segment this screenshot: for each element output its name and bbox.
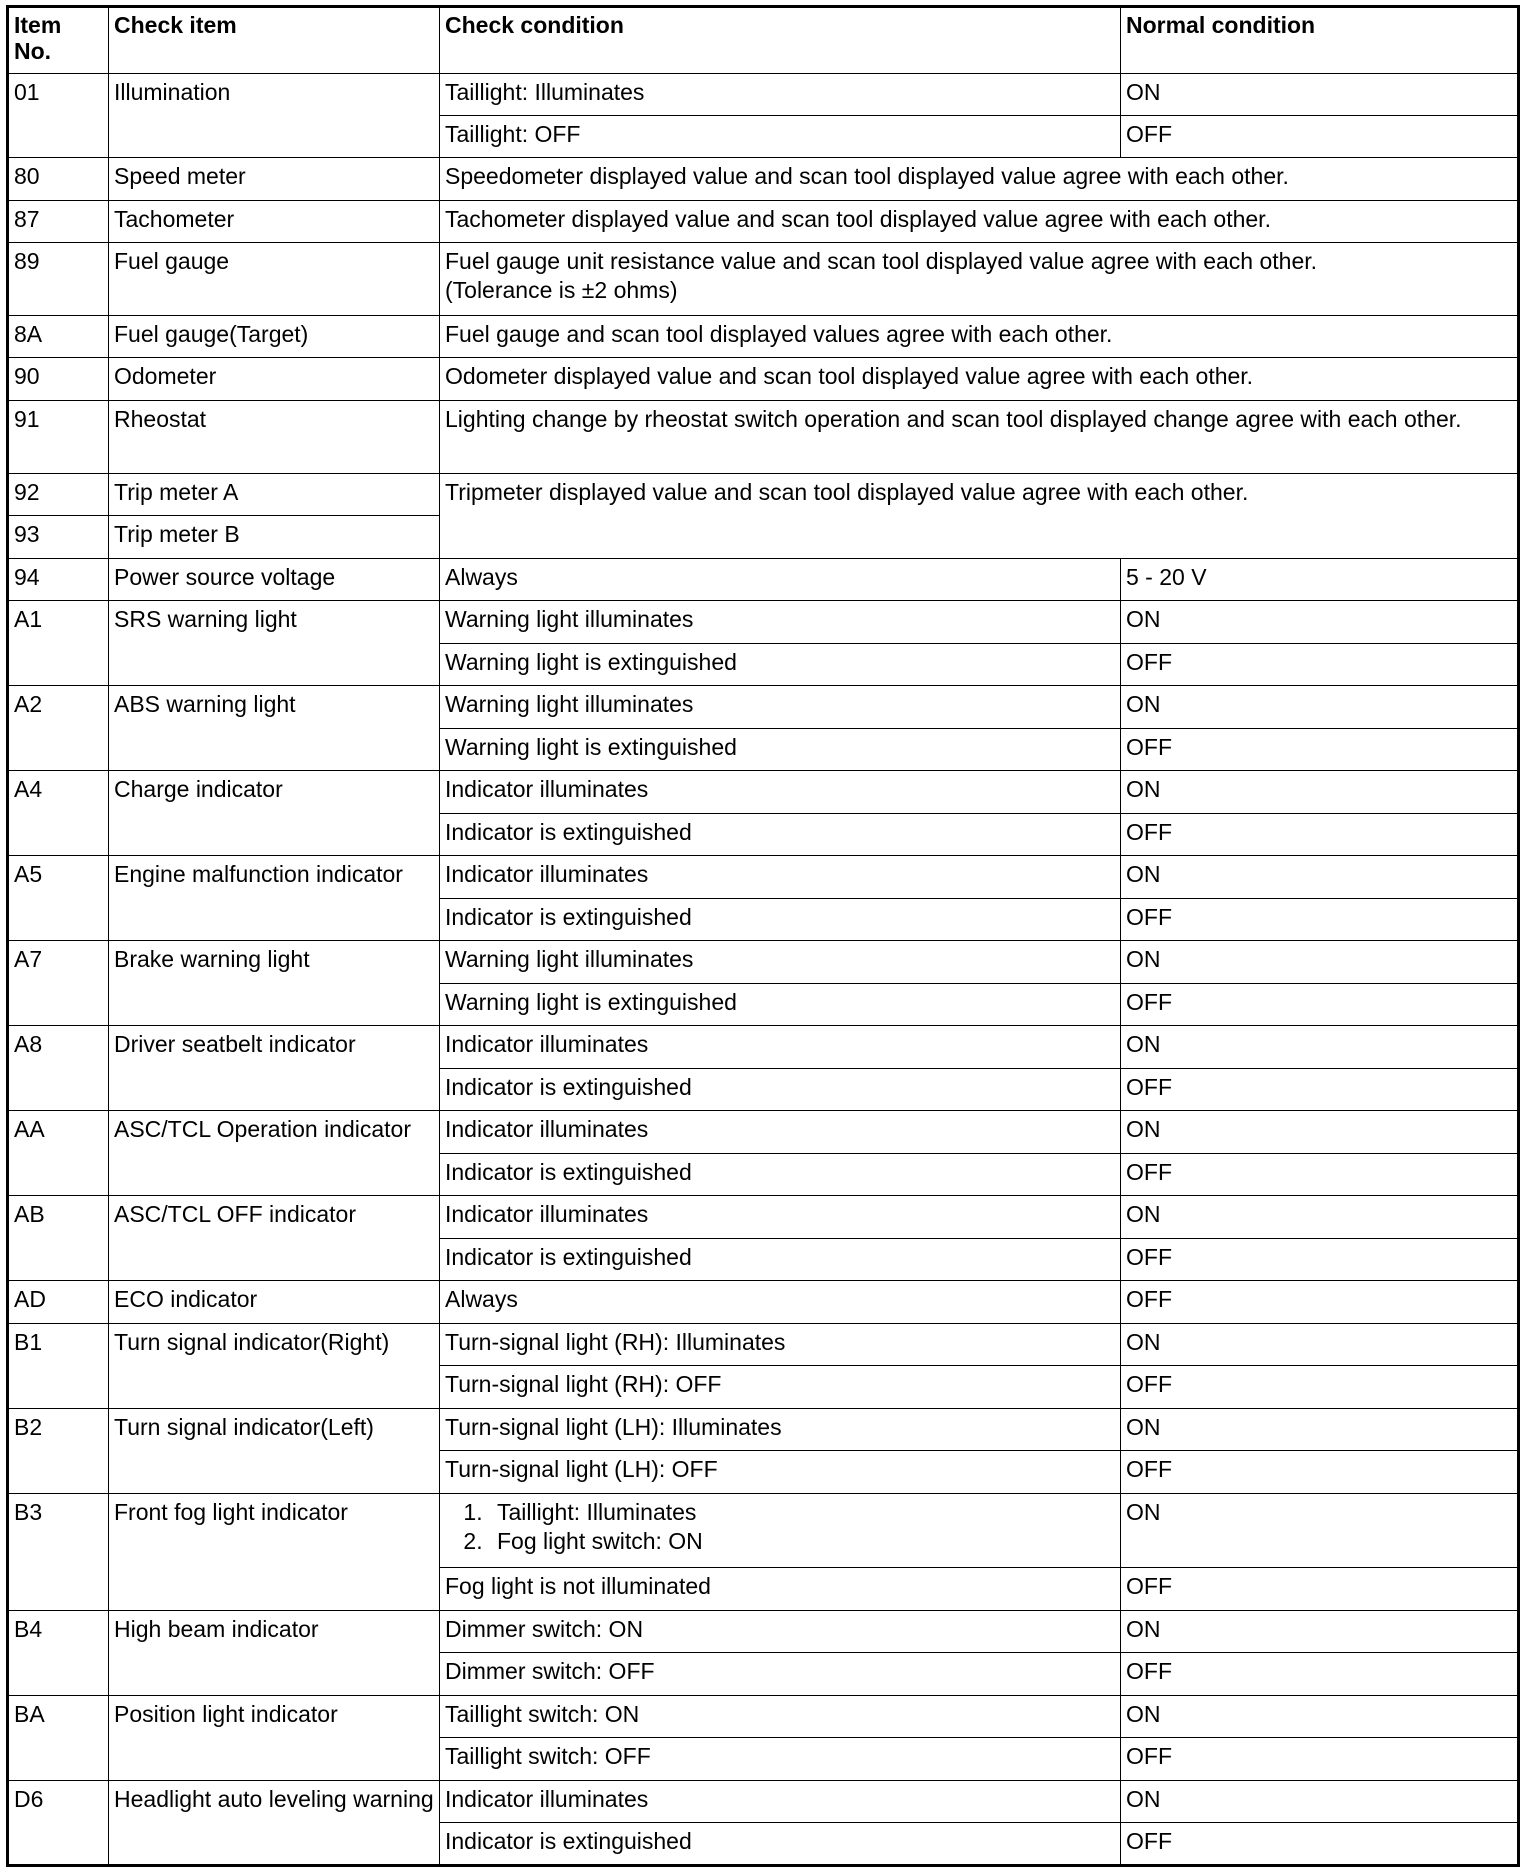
table-row: [8, 1324, 1519, 1366]
normal-condition-cell: OFF: [1121, 1069, 1519, 1111]
check-condition-cell: Turn-signal light (RH): OFF: [440, 1366, 1121, 1409]
check-item-cell: Rheostat: [109, 401, 440, 474]
normal-condition-cell: OFF: [1121, 644, 1519, 686]
check-condition-cell: Warning light is extinguished: [440, 729, 1121, 771]
check-condition-cell: Lighting change by rheostat switch operation and scan tool displayed change agree with each other.: [440, 401, 1519, 474]
check-condition-cell: Turn-signal light (LH): OFF: [440, 1451, 1121, 1494]
check-item-cell: Front fog light indicator: [109, 1494, 440, 1611]
table-row: [8, 1781, 1519, 1823]
table-row: [8, 1281, 1519, 1324]
normal-condition-cell: OFF: [1121, 1451, 1519, 1494]
normal-condition-cell: ON: [1121, 1781, 1519, 1823]
check-item-cell: Trip meter A: [109, 474, 440, 516]
check-condition-cell: Dimmer switch: OFF: [440, 1653, 1121, 1696]
condition-step: 2. Fog light switch: ON: [489, 1527, 1115, 1556]
table-row: [8, 1111, 1519, 1154]
check-condition-cell: Indicator illuminates: [440, 1781, 1121, 1823]
item-no-cell: AB: [8, 1196, 109, 1281]
table-row: [8, 358, 1519, 401]
condition-text: Fuel gauge unit resistance value and scan tool displayed value agree with each other.: [445, 248, 1318, 274]
check-condition-cell: Tripmeter displayed value and scan tool displayed value agree with each other.: [440, 474, 1519, 559]
check-item-cell: SRS warning light: [109, 601, 440, 686]
normal-condition-cell: OFF: [1121, 1568, 1519, 1611]
table-row: [8, 201, 1519, 243]
table-row: [8, 243, 1519, 316]
normal-condition-cell: ON: [1121, 1324, 1519, 1366]
check-item-cell: Headlight auto leveling warning: [109, 1781, 440, 1866]
check-condition-cell: Indicator illuminates: [440, 771, 1121, 814]
table-row: [8, 1611, 1519, 1653]
data-list-check-table: [6, 5, 1520, 1867]
check-condition-cell: Taillight: OFF: [440, 116, 1121, 158]
check-condition-cell: Indicator illuminates: [440, 856, 1121, 899]
check-item-cell: Tachometer: [109, 201, 440, 243]
normal-condition-cell: ON: [1121, 686, 1519, 729]
table-row: [8, 686, 1519, 729]
check-condition-cell: Warning light illuminates: [440, 601, 1121, 644]
item-no-cell: B3: [8, 1494, 109, 1611]
check-item-cell: High beam indicator: [109, 1611, 440, 1696]
check-condition-cell: Fog light is not illuminated: [440, 1568, 1121, 1611]
item-no-cell: B4: [8, 1611, 109, 1696]
item-no-cell: A4: [8, 771, 109, 856]
normal-condition-cell: ON: [1121, 1611, 1519, 1653]
check-item-cell: Fuel gauge(Target): [109, 316, 440, 358]
check-item-cell: Engine malfunction indicator: [109, 856, 440, 941]
normal-condition-cell: OFF: [1121, 899, 1519, 941]
table-row: [8, 74, 1519, 116]
table-row: [8, 401, 1519, 474]
check-condition-cell: Taillight: Illuminates: [440, 74, 1121, 116]
check-condition-cell: Fuel gauge and scan tool displayed values agree with each other.: [440, 316, 1519, 358]
check-condition-cell: Indicator is extinguished: [440, 1069, 1121, 1111]
check-condition-cell: Taillight switch: OFF: [440, 1738, 1121, 1781]
table-row: [8, 856, 1519, 899]
check-condition-cell: Indicator is extinguished: [440, 1154, 1121, 1196]
check-condition-cell: Always: [440, 559, 1121, 601]
item-no-cell: BA: [8, 1696, 109, 1781]
item-no-cell: A8: [8, 1026, 109, 1111]
table-row: [8, 771, 1519, 814]
normal-condition-cell: OFF: [1121, 1239, 1519, 1281]
normal-condition-cell: ON: [1121, 1409, 1519, 1451]
normal-condition-cell: OFF: [1121, 1738, 1519, 1781]
check-condition-cell: Indicator is extinguished: [440, 814, 1121, 856]
normal-condition-cell: OFF: [1121, 1366, 1519, 1409]
check-item-cell: Driver seatbelt indicator: [109, 1026, 440, 1111]
normal-condition-cell: OFF: [1121, 984, 1519, 1026]
table-row: [8, 158, 1519, 201]
item-no-cell: A7: [8, 941, 109, 1026]
item-no-cell: B2: [8, 1409, 109, 1494]
normal-condition-cell: OFF: [1121, 1281, 1519, 1324]
check-condition-cell: Indicator illuminates: [440, 1196, 1121, 1239]
table-row: [8, 316, 1519, 358]
normal-condition-cell: OFF: [1121, 729, 1519, 771]
check-condition-cell: Indicator is extinguished: [440, 1239, 1121, 1281]
header-row: [8, 7, 1519, 74]
normal-condition-cell: OFF: [1121, 814, 1519, 856]
check-condition-cell: Indicator illuminates: [440, 1111, 1121, 1154]
check-condition-cell: Indicator is extinguished: [440, 1823, 1121, 1866]
check-condition-cell: Odometer displayed value and scan tool displayed value agree with each other.: [440, 358, 1519, 401]
item-no-cell: A2: [8, 686, 109, 771]
condition-step: 1. Taillight: Illuminates: [489, 1498, 1115, 1527]
item-no-cell: AA: [8, 1111, 109, 1196]
item-no-cell: B1: [8, 1324, 109, 1409]
check-item-cell: ECO indicator: [109, 1281, 440, 1324]
table-row: [8, 1196, 1519, 1239]
table-row: [8, 474, 1519, 516]
check-item-cell: Position light indicator: [109, 1696, 440, 1781]
check-item-cell: ASC/TCL OFF indicator: [109, 1196, 440, 1281]
table-row: [8, 1409, 1519, 1451]
table-row: [8, 941, 1519, 984]
item-no-cell: A5: [8, 856, 109, 941]
item-no-cell: 92: [8, 474, 109, 516]
normal-condition-cell: OFF: [1121, 1653, 1519, 1696]
normal-condition-cell: OFF: [1121, 1823, 1519, 1866]
normal-condition-cell: ON: [1121, 1494, 1519, 1568]
check-condition-cell: Always: [440, 1281, 1121, 1324]
normal-condition-cell: ON: [1121, 1026, 1519, 1069]
check-condition-cell: Speedometer displayed value and scan tool displayed value agree with each other.: [440, 158, 1519, 201]
check-item-cell: Trip meter B: [109, 516, 440, 559]
check-item-cell: Speed meter: [109, 158, 440, 201]
condition-steps: [445, 1498, 1115, 1556]
normal-condition-cell: ON: [1121, 856, 1519, 899]
check-item-cell: Fuel gauge: [109, 243, 440, 316]
check-condition-cell: Indicator is extinguished: [440, 899, 1121, 941]
check-condition-cell: [440, 243, 1519, 316]
normal-condition-cell: ON: [1121, 941, 1519, 984]
check-item-cell: Illumination: [109, 74, 440, 158]
item-no-cell: 89: [8, 243, 109, 316]
check-item-cell: Turn signal indicator(Right): [109, 1324, 440, 1409]
table-row: [8, 1696, 1519, 1738]
item-no-cell: 94: [8, 559, 109, 601]
normal-condition-cell: ON: [1121, 1111, 1519, 1154]
check-condition-cell: Dimmer switch: ON: [440, 1611, 1121, 1653]
header-check-condition: Check condition: [440, 7, 1121, 74]
check-table-wrapper: [6, 5, 1517, 1867]
check-condition-cell: Indicator illuminates: [440, 1026, 1121, 1069]
item-no-cell: 93: [8, 516, 109, 559]
item-no-cell: 80: [8, 158, 109, 201]
check-condition-cell: Turn-signal light (RH): Illuminates: [440, 1324, 1121, 1366]
header-check-item: Check item: [109, 7, 440, 74]
check-item-cell: ASC/TCL Operation indicator: [109, 1111, 440, 1196]
item-no-cell: A1: [8, 601, 109, 686]
check-condition-cell: Warning light is extinguished: [440, 984, 1121, 1026]
check-condition-cell: Taillight switch: ON: [440, 1696, 1121, 1738]
table-row: [8, 559, 1519, 601]
normal-condition-cell: 5 - 20 V: [1121, 559, 1519, 601]
check-item-cell: Odometer: [109, 358, 440, 401]
item-no-cell: 01: [8, 74, 109, 158]
check-condition-cell: Turn-signal light (LH): Illuminates: [440, 1409, 1121, 1451]
normal-condition-cell: ON: [1121, 1196, 1519, 1239]
item-no-cell: 90: [8, 358, 109, 401]
check-item-cell: Brake warning light: [109, 941, 440, 1026]
normal-condition-cell: OFF: [1121, 1154, 1519, 1196]
check-condition-cell: [440, 1494, 1121, 1568]
normal-condition-cell: OFF: [1121, 116, 1519, 158]
table-row: [8, 601, 1519, 644]
check-item-cell: Turn signal indicator(Left): [109, 1409, 440, 1494]
check-condition-cell: Warning light is extinguished: [440, 644, 1121, 686]
item-no-cell: 87: [8, 201, 109, 243]
check-item-cell: Power source voltage: [109, 559, 440, 601]
table-row: [8, 1026, 1519, 1069]
check-item-cell: ABS warning light: [109, 686, 440, 771]
item-no-cell: D6: [8, 1781, 109, 1866]
item-no-cell: 8A: [8, 316, 109, 358]
check-condition-cell: Warning light illuminates: [440, 686, 1121, 729]
normal-condition-cell: ON: [1121, 601, 1519, 644]
item-no-cell: AD: [8, 1281, 109, 1324]
normal-condition-cell: ON: [1121, 1696, 1519, 1738]
check-condition-cell: Tachometer displayed value and scan tool displayed value agree with each other.: [440, 201, 1519, 243]
condition-note: (Tolerance is ±2 ohms): [445, 277, 678, 303]
normal-condition-cell: ON: [1121, 74, 1519, 116]
header-item-no: Item No.: [8, 7, 109, 74]
check-condition-cell: Warning light illuminates: [440, 941, 1121, 984]
item-no-cell: 91: [8, 401, 109, 474]
check-item-cell: Charge indicator: [109, 771, 440, 856]
table-row: [8, 1494, 1519, 1568]
normal-condition-cell: ON: [1121, 771, 1519, 814]
header-normal-condition: Normal condition: [1121, 7, 1519, 74]
